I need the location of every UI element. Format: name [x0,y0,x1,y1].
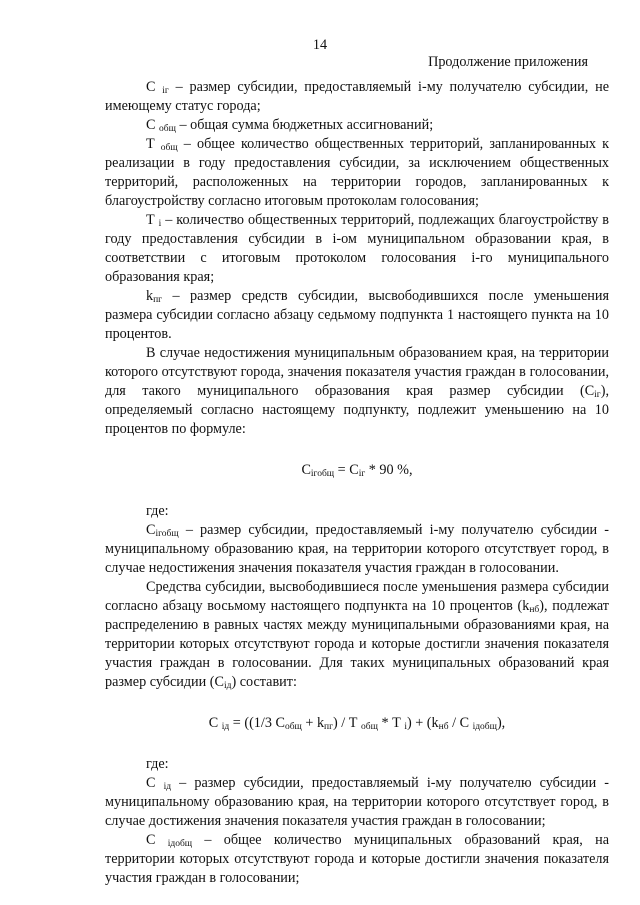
definition-t-i: Т $_i$ – количество общественных территорий, подлежащих благоустройству в году предоставления субсидии в i-ом муниципальном образовании края, в соответствии с итоговым протоколом голосования i-го муниципального образования края; [105,212,609,285]
continuation-label: Продолжение приложения [428,54,588,70]
definition-k-pg: $k_{пг}$ – размер средств субсидии, высвободившихся после уменьшения размера субсидии согласно абзацу седьмому подпункта 1 настоящего пункта на 10 процентов. [105,288,609,342]
paragraph-reduction-case: В случае недостижения муниципальным образованием края, на территории которого отсутствуют города, значения показателя участия граждан в голосовании, для такого муниципального образования края размер субсидии $(С_{iг})$, определяемый согласно настоящему подпункту, подлежит уменьшению на 10 процентов по формуле: [105,345,609,437]
where-label-2: где: [146,756,169,772]
definition-c-ig: С $_{iг}$ – размер субсидии, предоставляемый i-му получателю субсидии, не имеющему статус города; [105,79,609,114]
definition-t-obsh: Т $_{общ}$ – общее количество общественных территорий, запланированных к реализации в году предоставления субсидии, за исключением общественных территорий, расположенных на территории городов, запланированных к благоустройству согласно итоговым протоколам голосования; [105,136,609,209]
definition-c-id: С $_{iд}$ – размер субсидии, предоставляемый i-му получателю субсидии - муниципальному образованию края, на территории которого отсутствует город, в случае достижения значения показателя участия граждан в голосовании; [105,775,610,829]
formula-reduction: $С_{iгобщ} = С_{iг} * 90$ %, [301,462,413,479]
where-label-1: где: [146,503,169,519]
definition-c-igobsh: $С_{iгобщ}$ – размер субсидии, предоставляемый i-му получателю субсидии - муниципальному образованию края, на территории которого отсутствует город, в случае недостижения значения показателя участия граждан в голосовании. [105,522,609,576]
document-body [105,78,609,888]
page-number: 14 [312,37,328,53]
definition-c-idobsh: С $_{iдобщ}$ – общее количество муниципальных образований края, на территории которых отсутствуют города и которые достигли значения показателя участия граждан в голосовании; [105,832,609,886]
definition-c-obsh: С $_{общ}$ – общая сумма бюджетных ассигнований; [146,117,434,134]
paragraph-redistribution: Средства субсидии, высвободившиеся после уменьшения размера субсидии согласно абзацу восьмому настоящего подпункта на 10 процентов $(k_{нб})$, подлежат распределению в равных частях между муниципальными образованиями края, на территории которых отсутствуют города и которые достигли значения показателя участия граждан в голосовании. Для таких муниципальных образований края размер субсидии $(С_{iд})$ составит: [105,579,609,691]
formula-distribution: С $_{iд}$ = ((1/3 $С_{общ} + k_{пг}) / Т$ $_{общ}$ * Т $_i) + (k_{нб} / С$ $_{iдобщ}$), [208,715,506,732]
